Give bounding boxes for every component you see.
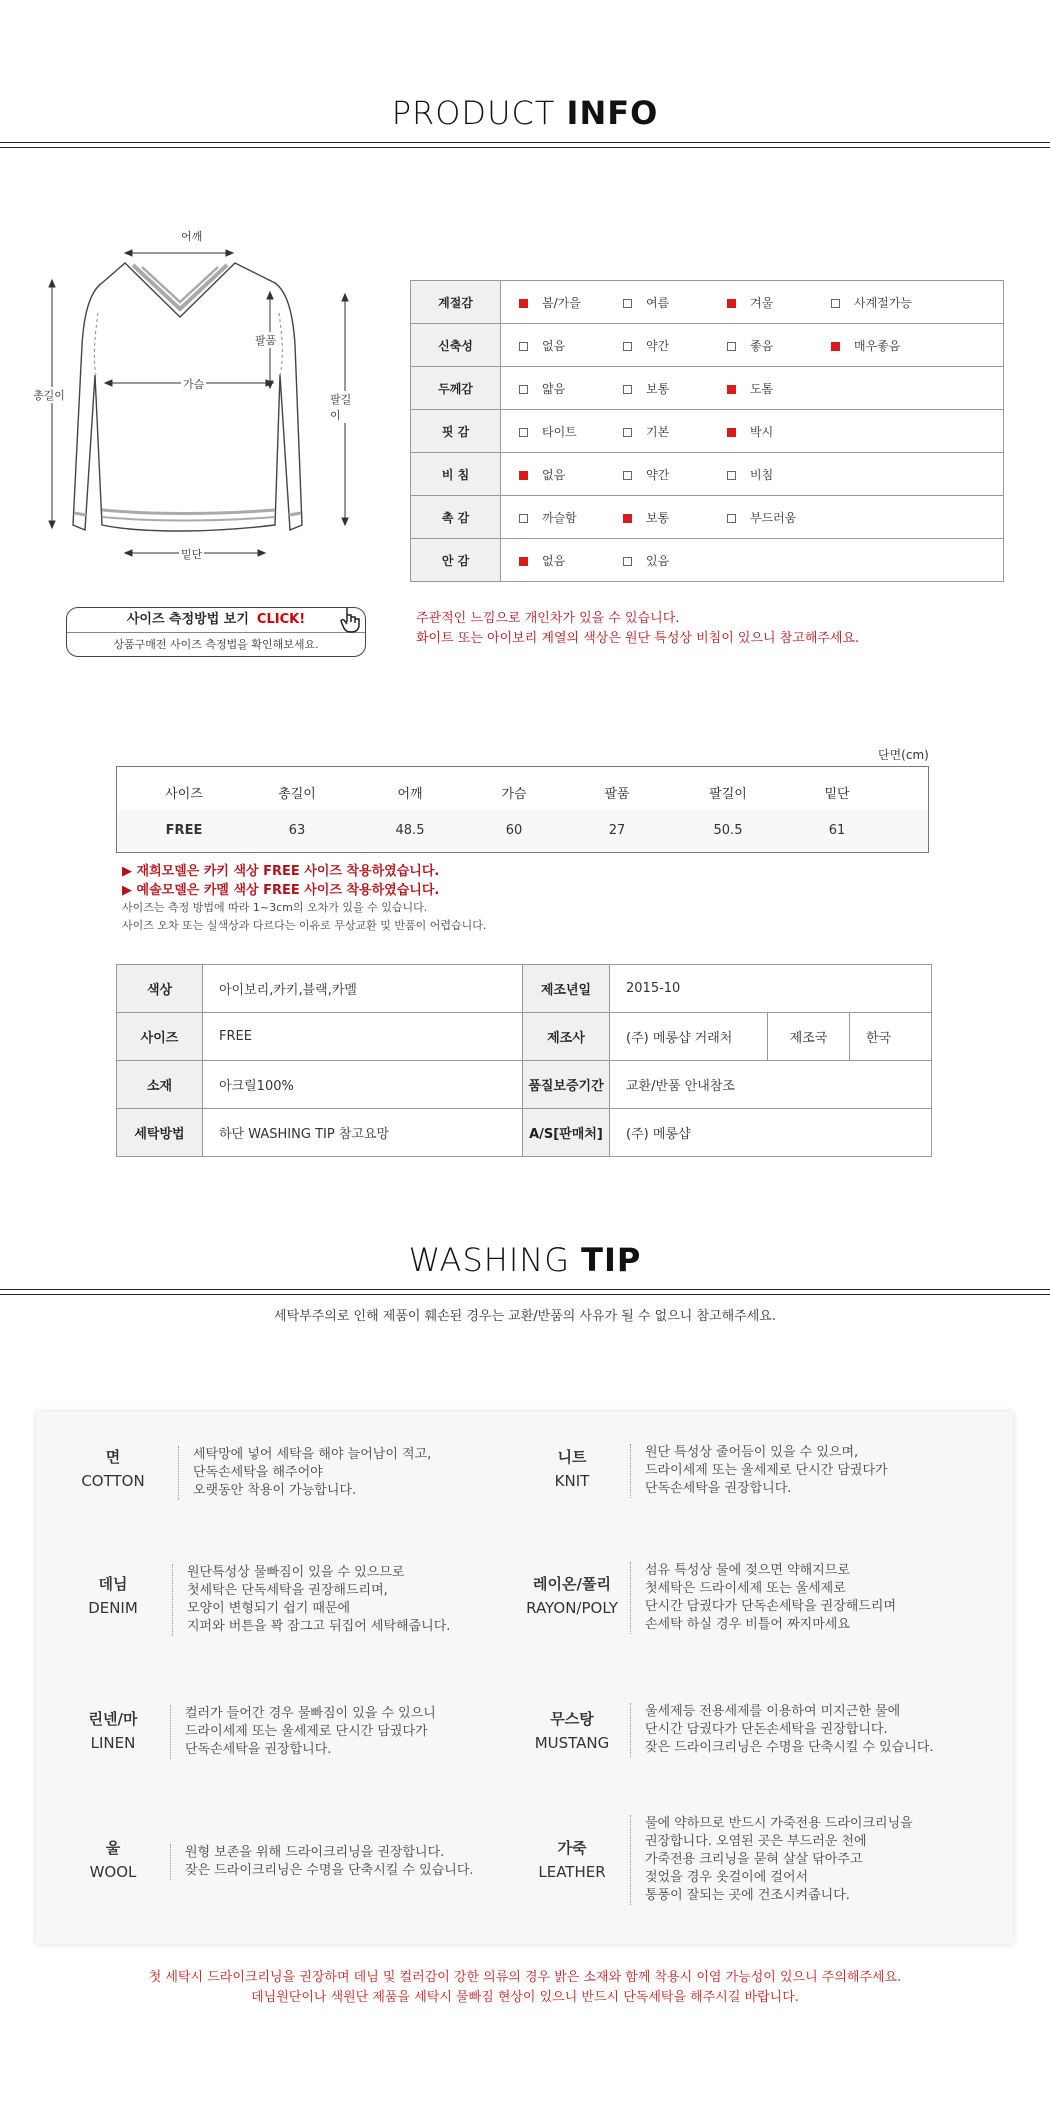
feature-row bbox=[411, 324, 1004, 367]
diagram-label-length: 총길이 bbox=[33, 389, 65, 402]
size-header-cell: 어깨 bbox=[397, 786, 423, 802]
detail-value-color: 아이보리,카키,블랙,카멜 bbox=[203, 965, 523, 1013]
material-wool-desc: 원형 보존을 위해 드라이크리닝을 권장합니다. 잦은 드라이크리닝은 수명을 단축시킬 수 있습니다. bbox=[170, 1844, 474, 1880]
unchecked-box-icon bbox=[519, 428, 528, 437]
size-diagram bbox=[30, 225, 360, 570]
detail-label-country: 제조국 bbox=[768, 1013, 850, 1061]
feature-option-label: 없음 bbox=[542, 467, 566, 482]
detail-label-material: 소재 bbox=[117, 1061, 203, 1109]
feature-option bbox=[519, 509, 623, 526]
detail-label-size: 사이즈 bbox=[117, 1013, 203, 1061]
detail-value-date: 2015-10 bbox=[610, 965, 932, 1013]
size-guide-button-top bbox=[67, 608, 365, 633]
feature-option-label: 없음 bbox=[542, 553, 566, 568]
feature-option-label: 약간 bbox=[646, 338, 670, 353]
feature-option bbox=[727, 509, 831, 526]
checked-box-icon bbox=[727, 385, 736, 394]
material-denim: 데님 DENIM bbox=[88, 1575, 138, 1617]
size-small-note-2: 사이즈 오차 또는 실색상과 다르다는 이유로 무상교환 및 반품이 어렵습니다. bbox=[122, 919, 487, 932]
detail-value-country: 한국 bbox=[850, 1013, 932, 1061]
feature-option bbox=[727, 294, 831, 311]
diagram-label-shoulder: 어깨 bbox=[181, 230, 203, 243]
material-cotton-desc: 세탁망에 넣어 세탁을 해야 늘어남이 적고, 단독손세탁을 해주어야 오랫동안 착용이 가능합니다. bbox=[178, 1446, 431, 1500]
feature-option bbox=[623, 423, 727, 440]
feature-option-label: 여름 bbox=[646, 295, 670, 310]
size-header-row bbox=[117, 772, 928, 812]
detail-value-as: (주) 메롱샵 bbox=[610, 1109, 932, 1157]
size-unit: 단면(cm) bbox=[878, 748, 929, 762]
model-note-2: ▶ 예솔모델은 카멜 색상 FREE 사이즈 착용하였습니다. bbox=[122, 883, 440, 898]
material-leather: 가죽 LEATHER bbox=[538, 1839, 606, 1881]
material-denim-desc: 원단특성상 물빠짐이 있을 수 있으므로 첫세탁은 단독세탁을 권장해드리며, 모양이 변형되기 쉽기 때문에 지퍼와 버튼을 꽉 잠그고 뒤집어 세탁해줍니다. bbox=[172, 1564, 450, 1636]
feature-option-label: 얇음 bbox=[542, 381, 566, 396]
unchecked-box-icon bbox=[623, 471, 632, 480]
feature-row bbox=[411, 367, 1004, 410]
checked-box-icon bbox=[727, 428, 736, 437]
model-note-1: ▶ 재희모델은 카키 색상 FREE 사이즈 착용하였습니다. bbox=[122, 864, 440, 879]
material-linen-desc: 컬러가 들어간 경우 물빠짐이 있을 수 있으니 드라이세제 또는 울세제로 단시간 담궜다가 단독손세탁을 권장합니다. bbox=[170, 1705, 436, 1759]
washing-caution-2: 데님원단이나 색원단 제품을 세탁시 물빠짐 현상이 있으니 반드시 단독세탁을 해주시길 바랍니다. bbox=[251, 1990, 799, 2005]
diagram-label-chest: 가슴 bbox=[183, 378, 205, 391]
material-wool: 울 WOOL bbox=[89, 1839, 137, 1881]
feature-options bbox=[501, 539, 1004, 582]
feature-option-label: 약간 bbox=[646, 467, 670, 482]
feature-row bbox=[411, 539, 1004, 582]
feature-note-2: 화이트 또는 아이보리 계열의 색상은 원단 특성상 비침이 있으니 참고해주세요. bbox=[416, 631, 860, 646]
washing-tip-box bbox=[36, 1412, 1013, 1944]
material-mustang-desc: 울세제등 전용세제를 이용하여 미지근한 물에 단시간 담궜다가 단돈손세탁을 권장합니다. 잦은 드라이크리닝은 수명을 단축시킬 수 있습니다. bbox=[630, 1703, 934, 1757]
feature-option-label: 있음 bbox=[646, 553, 670, 568]
size-guide-sub: 상품구매전 사이즈 측정법을 확인해보세요. bbox=[113, 638, 319, 651]
feature-option bbox=[519, 466, 623, 483]
size-table bbox=[116, 766, 929, 853]
product-detail-table bbox=[116, 964, 932, 1157]
size-value-cell: 27 bbox=[608, 822, 626, 838]
unchecked-box-icon bbox=[623, 342, 632, 351]
unchecked-box-icon bbox=[623, 385, 632, 394]
product-info-title: PRODUCT INFO bbox=[391, 94, 659, 132]
feature-option bbox=[727, 380, 831, 397]
material-rayon-poly-desc: 섬유 특성상 물에 젖으면 약해지므로 첫세탁은 드라이세제 또는 울세제로 단시간 담궜다가 단독손세탁을 권장해드리며 손세탁 하실 경우 비틀어 짜지마세요 bbox=[630, 1562, 896, 1634]
detail-value-material: 아크릴100% bbox=[203, 1061, 523, 1109]
feature-label: 두께감 bbox=[411, 367, 501, 410]
feature-option-label: 매우좋음 bbox=[854, 338, 901, 353]
feature-option-label: 겨울 bbox=[750, 295, 774, 310]
feature-option bbox=[519, 337, 623, 354]
sweater-illustration bbox=[30, 225, 360, 570]
size-value-cell: 61 bbox=[828, 822, 846, 838]
checked-box-icon bbox=[519, 557, 528, 566]
size-header-cell: 사이즈 bbox=[165, 786, 203, 802]
title-rule-bottom bbox=[0, 147, 1050, 148]
unchecked-box-icon bbox=[623, 557, 632, 566]
detail-value-size: FREE bbox=[203, 1013, 523, 1061]
feature-option-label: 도톰 bbox=[750, 381, 774, 396]
feature-option bbox=[727, 466, 831, 483]
feature-option-label: 기본 bbox=[646, 424, 670, 439]
feature-note-1: 주관적인 느낌으로 개인차가 있을 수 있습니다. bbox=[416, 611, 680, 626]
checked-box-icon bbox=[519, 471, 528, 480]
feature-option bbox=[519, 380, 623, 397]
feature-option-label: 타이트 bbox=[542, 424, 577, 439]
size-value-cell: 48.5 bbox=[395, 822, 425, 838]
detail-label-wash: 세탁방법 bbox=[117, 1109, 203, 1157]
feature-label: 신축성 bbox=[411, 324, 501, 367]
feature-label: 계절감 bbox=[411, 281, 501, 324]
feature-row bbox=[411, 453, 1004, 496]
size-header-cell: 팔길이 bbox=[709, 786, 747, 802]
feature-option-label: 보통 bbox=[646, 510, 670, 525]
feature-option bbox=[623, 337, 727, 354]
size-guide-click: CLICK! bbox=[256, 612, 306, 627]
washing-caution-1: 첫 세탁시 드라이크리닝을 권장하며 데님 및 컬러감이 강한 의류의 경우 밝은 소재와 함께 착용시 이염 가능성이 있으니 주의해주세요. bbox=[148, 1970, 902, 1985]
detail-label-date: 제조년일 bbox=[523, 965, 610, 1013]
size-header-cell: 팔품 bbox=[604, 786, 630, 802]
feature-options bbox=[501, 410, 1004, 453]
material-mustang: 무스탕 MUSTANG bbox=[534, 1710, 610, 1752]
feature-option bbox=[623, 380, 727, 397]
size-value-cell: 50.5 bbox=[713, 822, 743, 838]
unchecked-box-icon bbox=[727, 471, 736, 480]
feature-option bbox=[727, 423, 831, 440]
feature-row bbox=[411, 281, 1004, 324]
pointer-hand-icon bbox=[339, 606, 363, 634]
feature-option-label: 좋음 bbox=[750, 338, 774, 353]
feature-option bbox=[623, 509, 727, 526]
feature-option-label: 사계절가능 bbox=[854, 295, 912, 310]
diagram-label-hem: 밑단 bbox=[181, 548, 203, 561]
unchecked-box-icon bbox=[831, 299, 840, 308]
detail-label-as: A/S[판매처] bbox=[523, 1109, 610, 1157]
feature-option bbox=[727, 337, 831, 354]
unchecked-box-icon bbox=[519, 514, 528, 523]
feature-option-label: 박시 bbox=[750, 424, 774, 439]
material-cotton: 면 COTTON bbox=[81, 1448, 145, 1490]
material-rayon-poly: 레이온/폴리 RAYON/POLY bbox=[526, 1575, 618, 1617]
size-value-row bbox=[117, 810, 928, 850]
size-header-cell: 가슴 bbox=[501, 786, 527, 802]
material-knit: 니트 KNIT bbox=[554, 1448, 590, 1490]
washing-tip-title: WASHING TIP bbox=[408, 1241, 642, 1279]
washing-rule-top bbox=[0, 1289, 1050, 1290]
detail-label-color: 색상 bbox=[117, 965, 203, 1013]
feature-option bbox=[831, 337, 935, 354]
feature-row bbox=[411, 410, 1004, 453]
feature-option-label: 부드러움 bbox=[750, 510, 797, 525]
unchecked-box-icon bbox=[623, 299, 632, 308]
feature-option bbox=[519, 552, 623, 569]
feature-label: 핏 감 bbox=[411, 410, 501, 453]
checked-box-icon bbox=[727, 299, 736, 308]
unchecked-box-icon bbox=[727, 342, 736, 351]
feature-row bbox=[411, 496, 1004, 539]
feature-option-label: 없음 bbox=[542, 338, 566, 353]
unchecked-box-icon bbox=[519, 342, 528, 351]
size-value-cell: 63 bbox=[288, 822, 306, 838]
feature-options bbox=[501, 324, 1004, 367]
material-linen: 린넨/마 LINEN bbox=[88, 1710, 138, 1752]
washing-rule-bottom bbox=[0, 1294, 1050, 1295]
material-leather-desc: 물에 약하므로 반드시 가죽전용 드라이크리닝을 권장합니다. 오염된 곳은 부드러운 천에 가죽전용 크리닝을 묻혀 살살 닦아주고 젖었을 경우 옷걸이에 걸어서 통풍이 잘되는 곳에 건조시켜줍니다. bbox=[630, 1815, 913, 1905]
feature-option bbox=[623, 552, 727, 569]
checked-box-icon bbox=[519, 299, 528, 308]
feature-option-label: 보통 bbox=[646, 381, 670, 396]
detail-label-warranty: 품질보증기간 bbox=[523, 1061, 610, 1109]
detail-value-warranty: 교환/반품 안내참조 bbox=[610, 1061, 932, 1109]
diagram-label-sleeve-length: 팔길이 bbox=[328, 391, 360, 423]
material-knit-desc: 원단 특성상 줄어듬이 있을 수 있으며, 드라이세제 또는 울세제로 단시간 담궜다가 단독손세탁을 권장합니다. bbox=[630, 1444, 888, 1498]
unchecked-box-icon bbox=[519, 385, 528, 394]
title-rule-top bbox=[0, 142, 1050, 143]
feature-option-label: 봄/가을 bbox=[542, 295, 581, 310]
feature-option bbox=[623, 294, 727, 311]
feature-options bbox=[501, 496, 1004, 539]
washing-subtitle: 세탁부주의로 인해 제품이 훼손된 경우는 교환/반품의 사유가 될 수 없으니 참고해주세요. bbox=[274, 1309, 776, 1324]
feature-options bbox=[501, 367, 1004, 410]
feature-label: 비 침 bbox=[411, 453, 501, 496]
feature-options bbox=[501, 453, 1004, 496]
size-header-cell: 밑단 bbox=[824, 786, 850, 802]
detail-value-maker: (주) 메롱샵 거래처 bbox=[610, 1013, 768, 1061]
feature-table bbox=[410, 280, 1004, 582]
size-small-note-1: 사이즈는 측정 방법에 따라 1~3cm의 오차가 있을 수 있습니다. bbox=[122, 901, 428, 914]
diagram-label-sleeve-top: 팔품 bbox=[255, 334, 277, 347]
feature-label: 촉 감 bbox=[411, 496, 501, 539]
unchecked-box-icon bbox=[727, 514, 736, 523]
feature-options bbox=[501, 281, 1004, 324]
feature-option bbox=[519, 294, 623, 311]
feature-option bbox=[519, 423, 623, 440]
checked-box-icon bbox=[623, 514, 632, 523]
detail-value-wash: 하단 WASHING TIP 참고요망 bbox=[203, 1109, 523, 1157]
feature-option-label: 비침 bbox=[750, 467, 774, 482]
size-value-cell: FREE bbox=[165, 822, 203, 838]
size-value-cell: 60 bbox=[505, 822, 523, 838]
feature-option bbox=[831, 294, 935, 311]
checked-box-icon bbox=[831, 342, 840, 351]
size-guide-title: 사이즈 측정방법 보기 bbox=[126, 612, 249, 627]
detail-label-maker: 제조사 bbox=[523, 1013, 610, 1061]
feature-label: 안 감 bbox=[411, 539, 501, 582]
feature-option-label: 까슬함 bbox=[542, 510, 577, 525]
size-header-cell: 총길이 bbox=[278, 786, 316, 802]
unchecked-box-icon bbox=[623, 428, 632, 437]
feature-option bbox=[623, 466, 727, 483]
size-guide-button[interactable] bbox=[66, 607, 366, 657]
